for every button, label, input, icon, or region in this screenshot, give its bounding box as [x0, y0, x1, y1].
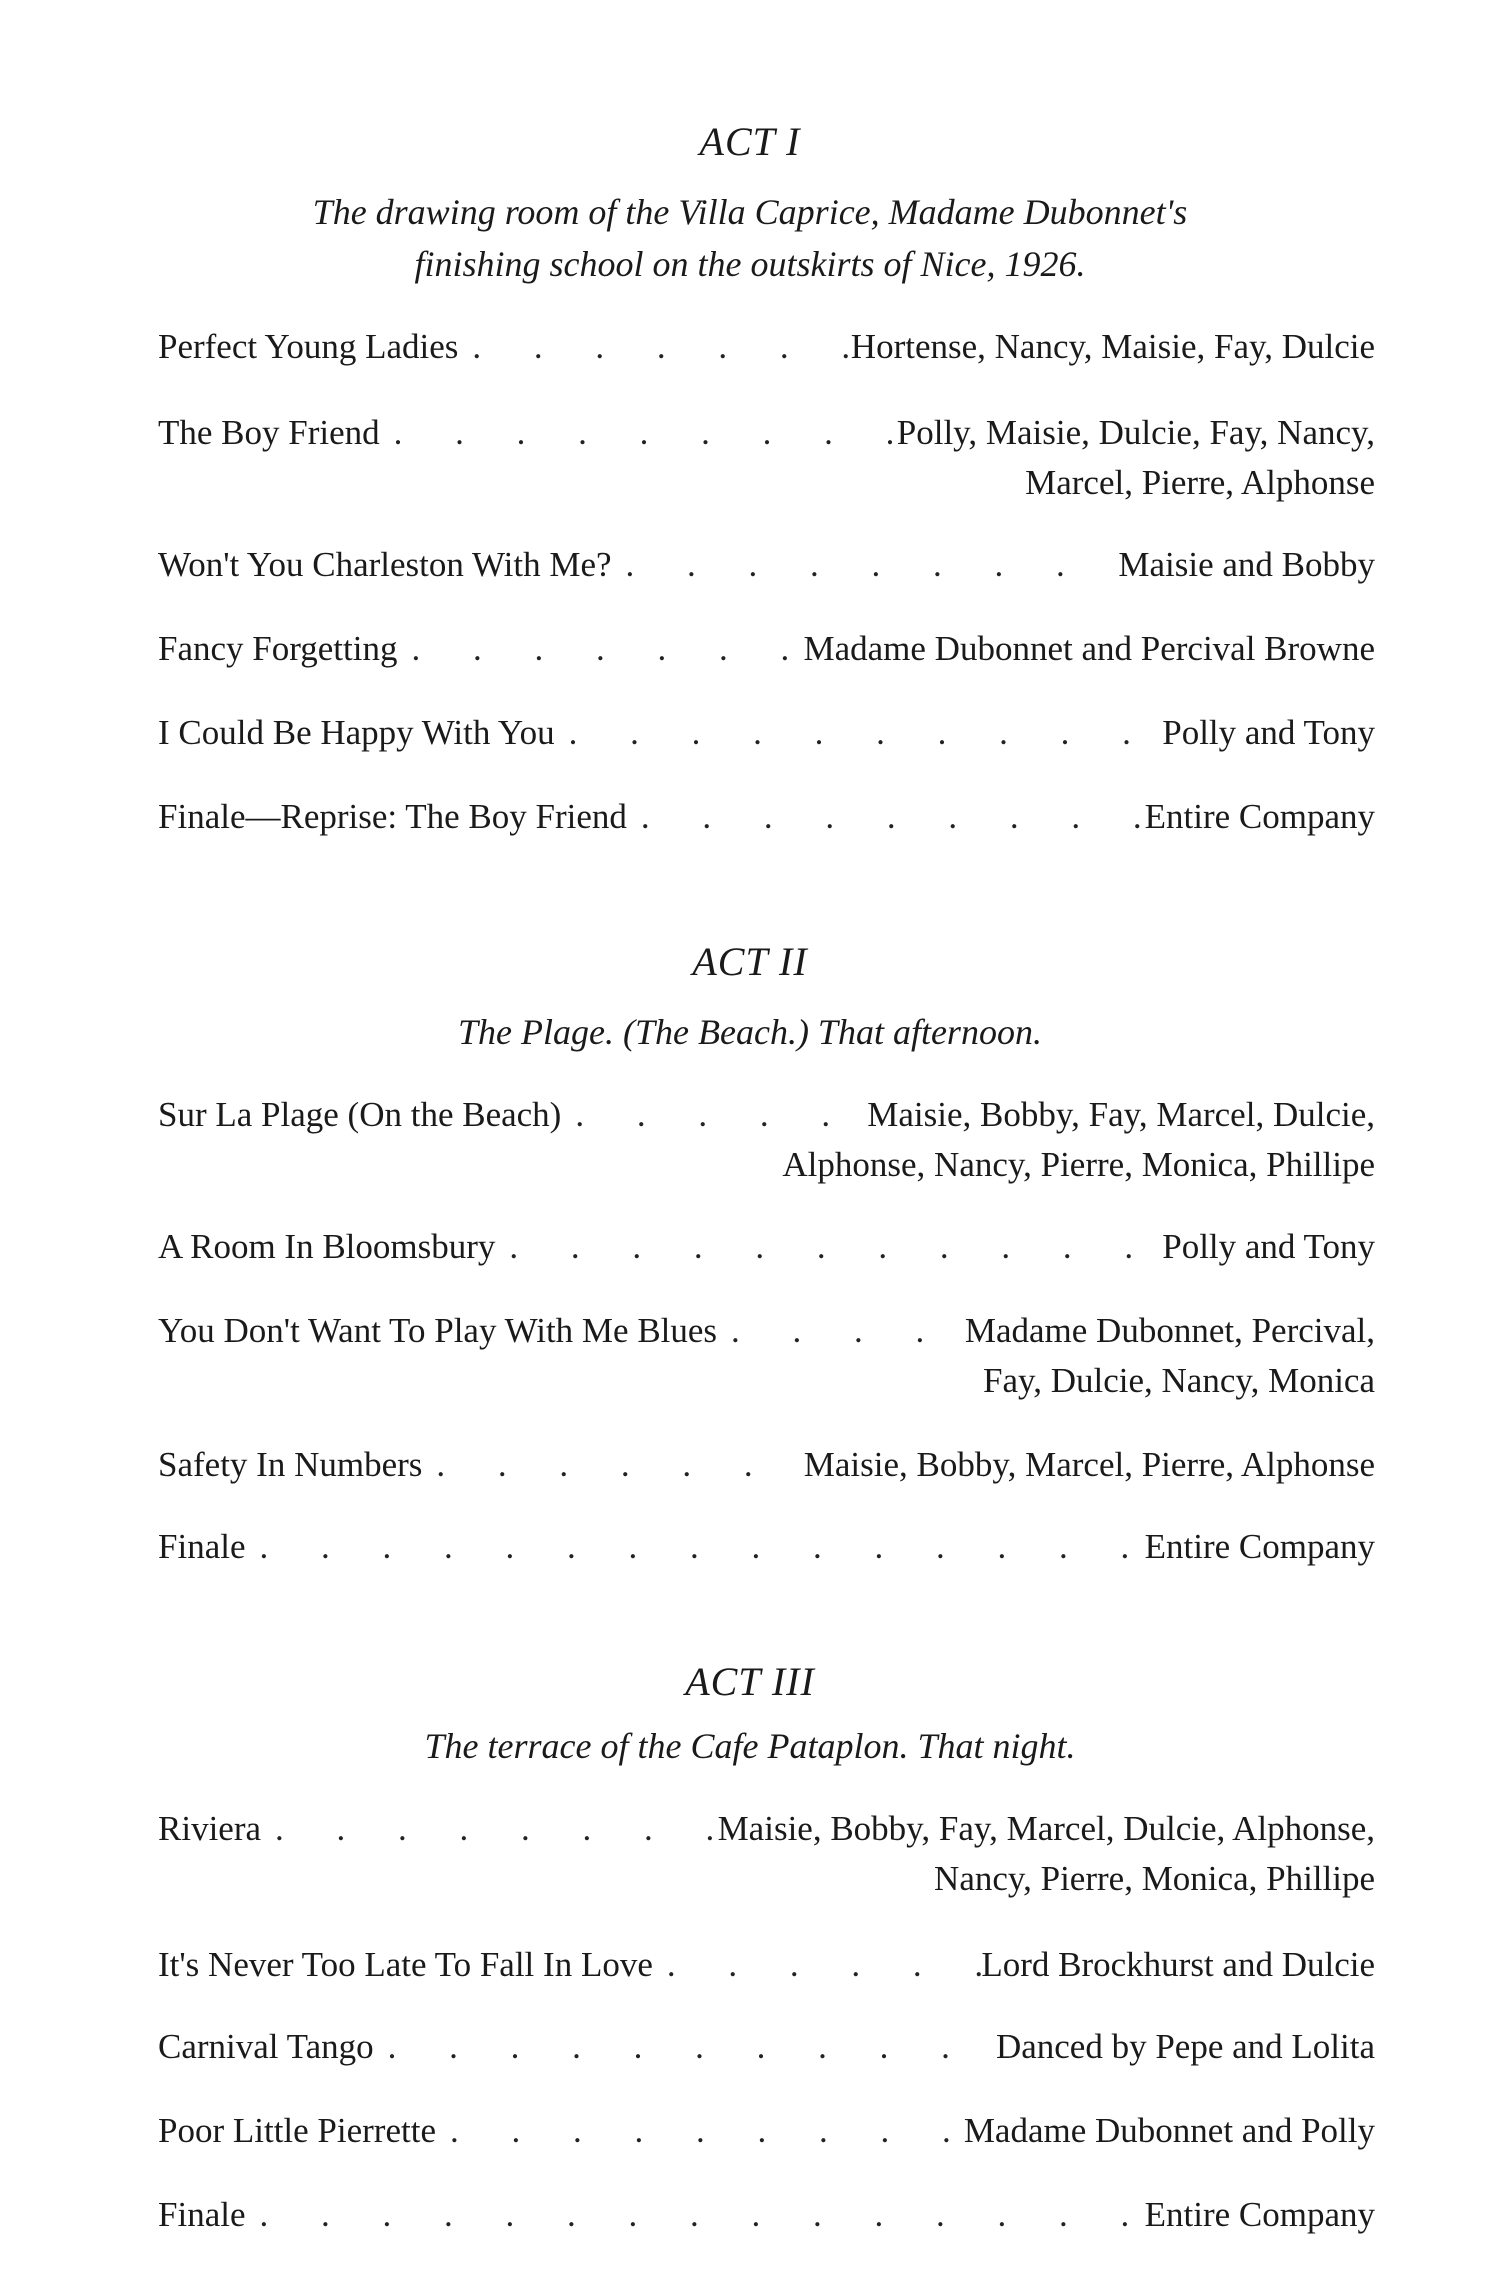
dot-leader: [717, 1306, 965, 1356]
song-row: [158, 1306, 1375, 1406]
song-performers: Polly, Maisie, Dulcie, Fay, Nancy,: [896, 413, 1375, 452]
song-title: Safety In Numbers: [158, 1445, 423, 1484]
song-title: Carnival Tango: [158, 2027, 374, 2066]
song-row: [158, 1090, 1375, 1190]
dot-leader: [261, 1804, 718, 1854]
song-performers: Maisie, Bobby, Fay, Marcel, Dulcie,: [867, 1095, 1375, 1134]
song-row: [158, 708, 1375, 758]
song-title: Perfect Young Ladies: [158, 327, 459, 366]
dot-leader: [245, 2190, 1144, 2240]
song-title: I Could Be Happy With You: [158, 713, 555, 752]
act-1-heading: ACT I: [699, 119, 801, 164]
song-performers: Entire Company: [1144, 797, 1375, 836]
song-row: [158, 1440, 1375, 1490]
song-row: [158, 2022, 1375, 2072]
song-performers-continued: Alphonse, Nancy, Pierre, Monica, Phillipe: [782, 1145, 1375, 1184]
dot-leader: [561, 1090, 867, 1140]
dot-leader: [436, 2106, 964, 2156]
song-title: Finale: [158, 1527, 246, 1566]
act-3-heading: ACT III: [685, 1659, 815, 1704]
act-1-setting-line-1: The drawing room of the Villa Caprice, Madame Dubonnet's: [312, 192, 1188, 232]
song-title: The Boy Friend: [158, 413, 380, 452]
dot-leader: [495, 1222, 1162, 1272]
song-row: [158, 322, 1375, 372]
song-title: Finale: [158, 2195, 246, 2234]
song-row: [158, 792, 1375, 842]
song-performers: Madame Dubonnet and Polly: [963, 2111, 1375, 2150]
song-performers: Madame Dubonnet and Percival Browne: [803, 629, 1375, 668]
song-performers-continued: Marcel, Pierre, Alphonse: [1025, 463, 1375, 502]
song-row: [158, 2106, 1375, 2156]
song-row: [158, 1522, 1375, 1572]
song-title: It's Never Too Late To Fall In Love: [158, 1945, 653, 1984]
dot-leader: [612, 540, 1119, 590]
act-2-heading: ACT II: [692, 939, 808, 984]
song-performers: Hortense, Nancy, Maisie, Fay, Dulcie: [850, 327, 1375, 366]
song-title: A Room In Bloomsbury: [158, 1227, 496, 1266]
dot-leader: [653, 1940, 981, 1990]
act-2-setting-line-1: The Plage. (The Beach.) That afternoon.: [458, 1012, 1042, 1052]
song-performers: Lord Brockhurst and Dulcie: [981, 1945, 1375, 1984]
dot-leader: [397, 624, 803, 674]
act-1-setting-line-2: finishing school on the outskirts of Nice, 1926.: [414, 244, 1086, 284]
dot-leader: [380, 408, 897, 458]
song-row: [158, 624, 1375, 674]
song-performers: Maisie, Bobby, Fay, Marcel, Dulcie, Alphonse,: [717, 1809, 1375, 1848]
song-performers-continued: Fay, Dulcie, Nancy, Monica: [982, 1361, 1375, 1400]
song-performers-continued: Nancy, Pierre, Monica, Phillipe: [934, 1859, 1375, 1898]
song-performers: Entire Company: [1144, 2195, 1375, 2234]
song-title: Sur La Plage (On the Beach): [158, 1095, 562, 1134]
song-performers: Maisie, Bobby, Marcel, Pierre, Alphonse: [803, 1445, 1375, 1484]
dot-leader: [627, 792, 1145, 842]
dot-leader: [245, 1522, 1144, 1572]
song-performers: Danced by Pepe and Lolita: [995, 2027, 1375, 2066]
song-row: [158, 2190, 1375, 2240]
song-performers: Polly and Tony: [1162, 713, 1375, 752]
song-performers: Polly and Tony: [1162, 1227, 1375, 1266]
dot-leader: [374, 2022, 996, 2072]
song-title: Poor Little Pierrette: [158, 2111, 436, 2150]
dot-leader: [458, 322, 850, 372]
song-row: [158, 1940, 1375, 1990]
song-performers: Madame Dubonnet, Percival,: [964, 1311, 1375, 1350]
song-performers: Maisie and Bobby: [1118, 545, 1375, 584]
song-row: [158, 540, 1375, 590]
song-title: Fancy Forgetting: [158, 629, 398, 668]
song-title: Finale—Reprise: The Boy Friend: [158, 797, 627, 836]
song-row: [158, 408, 1375, 508]
song-title: Won't You Charleston With Me?: [158, 545, 612, 584]
song-performers: Entire Company: [1144, 1527, 1375, 1566]
song-row: [158, 1804, 1375, 1904]
dot-leader: [422, 1440, 803, 1490]
song-title: You Don't Want To Play With Me Blues: [158, 1311, 718, 1350]
dot-leader: [555, 708, 1163, 758]
song-title: Riviera: [158, 1809, 262, 1848]
act-3-setting-line-1: The terrace of the Cafe Pataplon. That night.: [424, 1726, 1076, 1766]
song-row: [158, 1222, 1375, 1272]
